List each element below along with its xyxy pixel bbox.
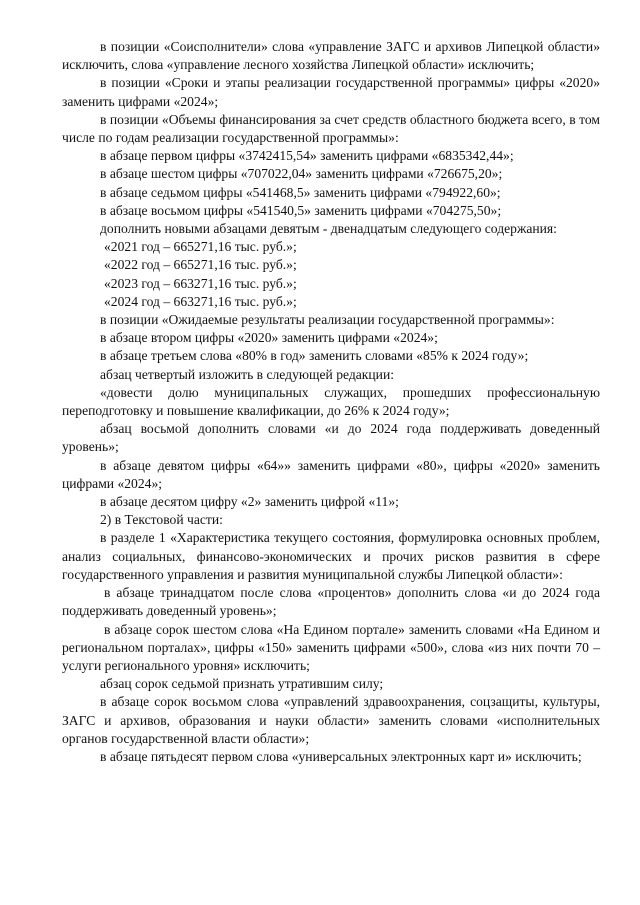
paragraph: в разделе 1 «Характеристика текущего состояния, формулировка основных проблем, анализ социальных, финансово-экономических и прочих рисков развития в сфере государственного управления и развития муниципальной службы Липецкой области»: bbox=[62, 530, 600, 582]
paragraph: в абзаце втором цифры «2020» заменить цифрами «2024»; bbox=[100, 330, 438, 346]
paragraph: абзац сорок седьмой признать утратившим силу; bbox=[100, 676, 384, 692]
paragraph: в позиции «Объемы финансирования за счет средств областного бюджета всего, в том числе по годам реализации государственной программы»: bbox=[62, 111, 600, 146]
year-line: «2023 год – 663271,16 тыс. руб.»; bbox=[104, 275, 297, 291]
section-heading: 2) в Текстовой части: bbox=[100, 512, 223, 528]
paragraph: в абзаце тринадцатом после слова «процентов» дополнить слова «и до 2024 года поддерживать доведенный уровень»; bbox=[62, 585, 600, 619]
paragraph: в позиции «Сроки и этапы реализации государственной программы» цифры «2020» заменить цифрами «2024»; bbox=[62, 75, 600, 109]
paragraph: в абзаце первом цифры «3742415,54» заменить цифрами «6835342,44»; bbox=[100, 148, 514, 164]
paragraph: в абзаце пятьдесят первом слова «универсальных электронных карт и» исключить; bbox=[100, 748, 582, 764]
paragraph: в абзаце десятом цифру «2» заменить цифрой «11»; bbox=[100, 494, 399, 510]
paragraph: в позиции «Ожидаемые результаты реализации государственной программы»: bbox=[100, 312, 555, 328]
paragraph: «довести долю муниципальных служащих, прошедших профессиональную переподготовку и повышение квалификации, до 26% к 2024 году»; bbox=[62, 384, 600, 419]
paragraph: в абзаце восьмом цифры «541540,5» заменить цифрами «704275,50»; bbox=[100, 202, 502, 218]
paragraph: абзац четвертый изложить в следующей редакции: bbox=[100, 366, 395, 382]
paragraph: в абзаце седьмом цифры «541468,5» заменить цифрами «794922,60»; bbox=[100, 184, 501, 200]
year-line: «2022 год – 665271,16 тыс. руб.»; bbox=[104, 257, 297, 273]
paragraph: в абзаце шестом цифры «707022,04» заменить цифрами «726675,20»; bbox=[100, 166, 503, 182]
year-line: «2021 год – 665271,16 тыс. руб.»; bbox=[104, 239, 297, 255]
paragraph: в позиции «Соисполнители» слова «управление ЗАГС и архивов Липецкой области» исключить, слова «управление лесного хозяйства Липецкой области» исключить; bbox=[62, 39, 600, 73]
document-page bbox=[62, 38, 600, 766]
paragraph: в абзаце третьем слова «80% в год» заменить словами «85% к 2024 году»; bbox=[100, 348, 529, 364]
paragraph: в абзаце сорок восьмом слова «управлений здравоохранения, соцзащиты, культуры, ЗАГС и архивов, образования и науки области» заменить словами «исполнительных органов государственной власти области»; bbox=[62, 694, 600, 746]
paragraph: абзац восьмой дополнить словами «и до 2024 года поддерживать доведенный уровень»; bbox=[62, 421, 600, 455]
year-line: «2024 год – 663271,16 тыс. руб.»; bbox=[104, 293, 297, 309]
paragraph: в абзаце девятом цифры «64»» заменить цифрами «80», цифры «2020» заменить цифрами «2024»; bbox=[62, 457, 600, 491]
paragraph: дополнить новыми абзацами девятым - двенадцатым следующего содержания: bbox=[100, 221, 557, 237]
paragraph: в абзаце сорок шестом слова «На Едином портале» заменить словами «На Едином и региональном порталах», цифры «150» заменить цифрами «500», слова «из них почти 70 – услуги регионального уровня» исключить; bbox=[62, 621, 600, 673]
